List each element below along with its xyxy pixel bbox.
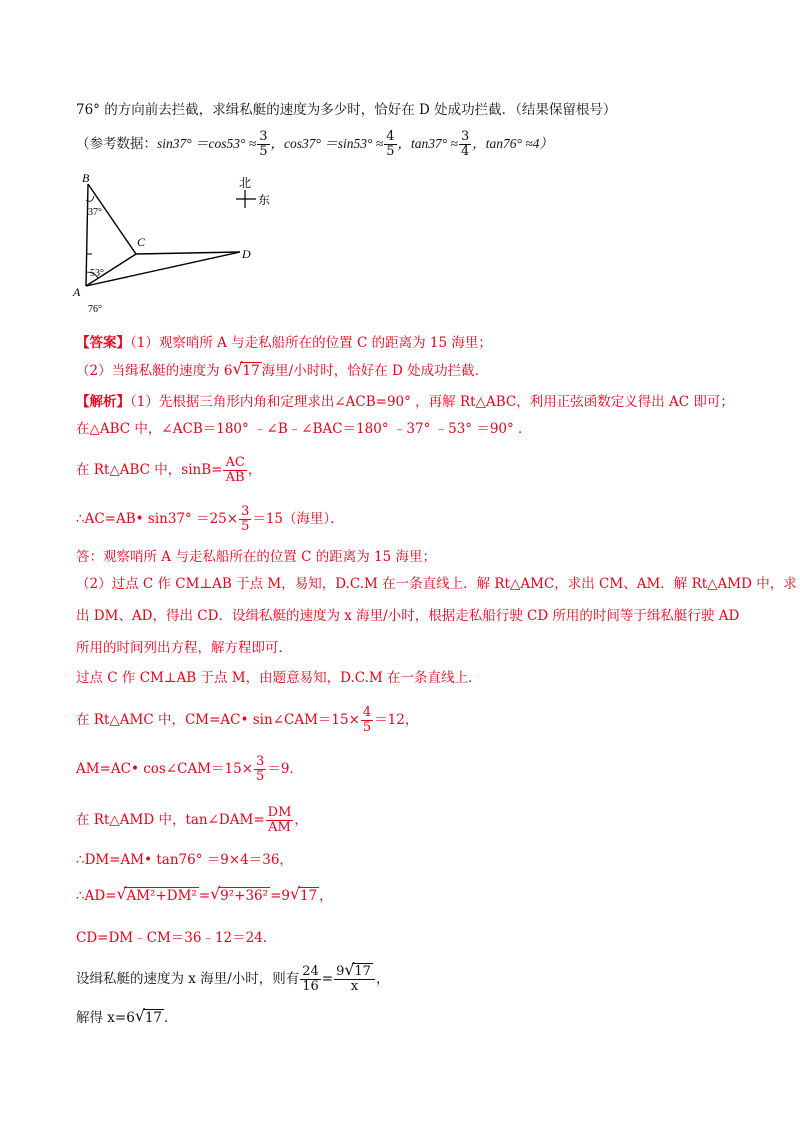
analysis-line-10: 在 Rt△AMC 中，CM=AC• sin∠CAM＝15× $\frac{4}{5}$ ＝12，	[76, 705, 419, 735]
analysis-line-9: 过点 C 作 CM⊥AB 于点 M，由题意易知，D.C.M 在一条直线上．	[76, 670, 482, 686]
compass-north: 北	[239, 176, 252, 190]
analysis-line-12: 在 Rt△AMD 中，tan∠DAM= $\frac{DM}{AM}$ ，	[76, 805, 308, 835]
analysis-line-17: 解得 x=6 √ 17 ．	[76, 1006, 178, 1026]
label-C: C	[137, 235, 146, 249]
ref-fraction-2: $\frac{4}{5}$	[386, 129, 395, 159]
angle-label-53: 53°	[90, 268, 104, 279]
angle-label-37: 37°	[88, 207, 102, 218]
analysis-line-7: 出 DM、AD，得出 CD．设缉私艇的速度为 x 海里/小时，根据走私船行驶 CD 所用的时间等于缉私艇行驶 AD	[76, 608, 740, 624]
analysis-line-2: 在△ABC 中，∠ACB＝180° ﹣∠B﹣∠BAC＝180° ﹣37° ﹣53° ＝90° ．	[76, 421, 532, 437]
analysis-line-11: AM=AC• cos∠CAM＝15× $\frac{3}{5}$ ＝9．	[76, 754, 303, 784]
problem-line-1: 76° 的方向前去拦截，求缉私艇的速度为多少时，恰好在 D 处成功拦截．（结果保留根号）	[76, 102, 617, 118]
segment-AD	[86, 252, 240, 286]
analysis-line-14: ∴AD= √ AM²+DM² = √ 9²+36² =9 √ 17 ，	[76, 884, 333, 904]
geometry-figure	[70, 168, 300, 318]
reference-data-line	[76, 130, 553, 159]
analysis-line-1: 【解析】（1）先根据三角形内角和定理求出∠ACB=90° ，再解 Rt△ABC，利用正弦函数定义得出 AC 即可；	[76, 394, 734, 410]
label-A: A	[73, 285, 81, 299]
label-B: B	[82, 171, 90, 185]
ref-tan37: ，tan37° ≈	[397, 136, 458, 151]
ref-sin37: sin37° ＝cos53° ≈	[157, 136, 257, 151]
answer-tag: 【答案】	[76, 335, 130, 351]
analysis-line-13: ∴DM=AM• tan76° ＝9×4＝36，	[76, 852, 293, 868]
analysis-line-16: 设缉私艇的速度为 x 海里/小时，则有 $\frac{24}{16}$ = 9 √ 17 x ，	[76, 960, 390, 994]
segment-BC	[88, 184, 136, 254]
analysis-line-4: ∴AC=AB• sin37° ＝25× $\frac{3}{5}$ ＝15（海里）．	[76, 504, 344, 534]
analysis-line-5: 答：观察哨所 A 与走私船所在的位置 C 的距离为 15 海里；	[76, 549, 437, 565]
analysis-line-15: CD=DM﹣CM＝36﹣12＝24．	[76, 930, 277, 946]
compass-east: 东	[258, 193, 271, 207]
ref-tan76: ，tan76° ≈4）	[472, 136, 553, 151]
analysis-line-8: 所用的时间列出方程，解方程即可．	[76, 640, 292, 656]
angle-label-76: 76°	[88, 304, 102, 315]
compass-icon	[236, 190, 256, 208]
ref-cos37: ，cos37° ＝sin53° ≈	[270, 136, 384, 151]
answer-line-1: 【答案】（1）观察哨所 A 与走私船所在的位置 C 的距离为 15 海里；	[76, 335, 492, 351]
ref-prefix: （参考数据：	[76, 136, 157, 152]
analysis-tag: 【解析】	[76, 394, 130, 410]
ref-fraction-1: $\frac{3}{5}$	[259, 129, 268, 159]
label-D: D	[242, 247, 251, 261]
sqrt-17: √ 17	[232, 359, 260, 379]
segment-AB	[86, 184, 88, 286]
segment-CD	[136, 252, 240, 254]
ref-fraction-3: $\frac{3}{4}$	[460, 129, 470, 159]
analysis-line-3: 在 Rt△ABC 中，sinB= $\frac{AC}{AB}$ ，	[76, 455, 262, 485]
analysis-line-6: （2）过点 C 作 CM⊥AB 于点 M，易知，D.C.M 在一条直线上．解 Rt△AMC，求出 CM、AM．解 Rt△AMD 中，求	[76, 576, 797, 592]
answer-line-2: （2）当缉私艇的速度为 6 √ 17 海里/小时时，恰好在 D 处成功拦截．	[76, 359, 489, 379]
